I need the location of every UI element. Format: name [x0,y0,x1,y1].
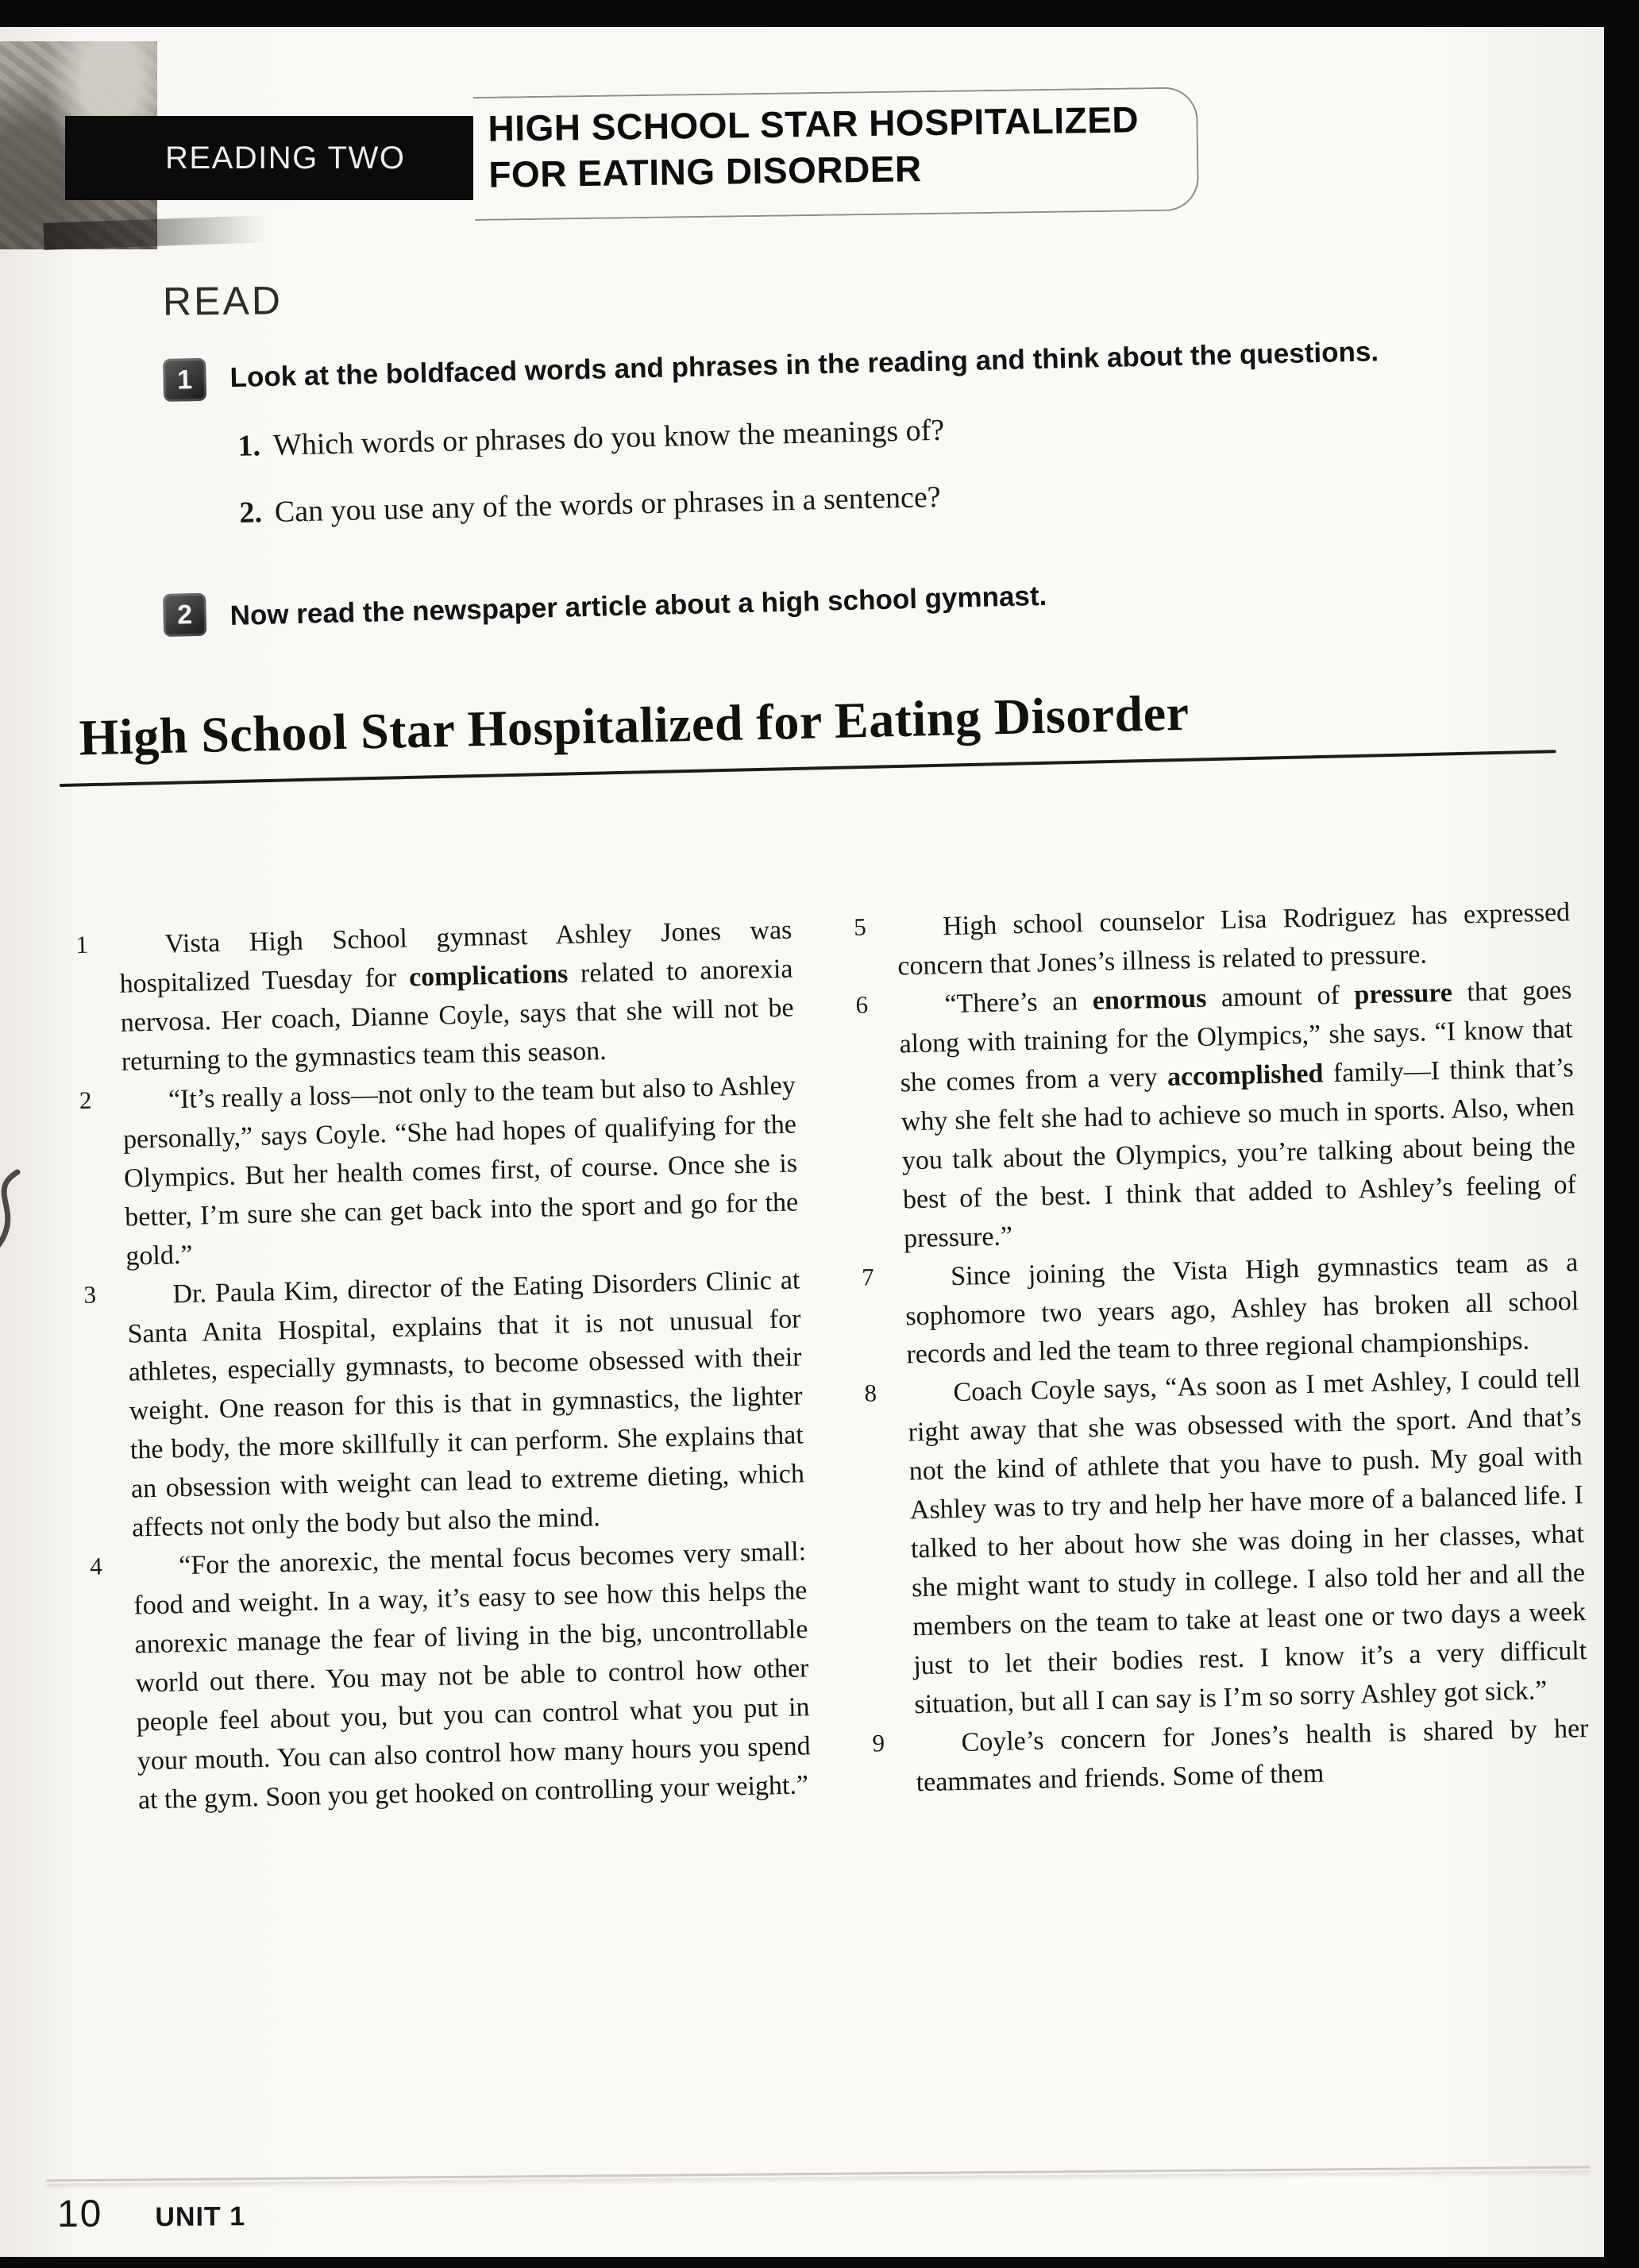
exercise-2-body [229,576,1047,632]
article-paragraph [872,1710,1590,1803]
article-paragraph [75,912,795,1082]
footer-separator [46,2166,1590,2184]
banner-title-line-1: HIGH SCHOOL STAR HOSPITALIZED [488,98,1140,149]
article-paragraph [861,1244,1580,1375]
article-column-left [75,912,812,1822]
paragraph-number: 2 [79,1086,92,1114]
banner-title [473,87,1199,221]
question-1-number: 1. [237,429,261,463]
paragraph-text: “It’s really a loss—not only to the team but also to Ashley personally,” says Coyle. “She had hopes of qualifying for the Olympics. But her health comes first, of course. Once she is better, I’m sure she can get back into the sport and go for the gold.” [122,1070,799,1271]
reading-label: READING TWO [165,140,406,176]
exercise-1-instruction: Look at the boldfaced words and phrases in the reading and think about the questions. [229,336,1379,394]
paragraph-text: Dr. Paula Kim, director of the Eating Disorders Clinic at Santa Anita Hospital, explains that it is not unusual for athletes, especially gymnasts, to become obsessed with their weight. One reason for this is that in gymnastics, the lighter the body, the more skillfully it can perform. She explains that an obsession with weight can lead to extreme dieting, which affects not only the body but also the mind. [127,1264,805,1543]
question-item-1 [237,403,1380,464]
exercise-1 [163,330,1469,532]
paragraph-text: Vista High School gymnast Ashley Jones was hospitalized Tuesday for complications related to anorexia nervosa. Her coach, Dianne Coyle, says that she will not be returning to the gymnastics team this season. [119,915,794,1077]
article-paragraph [89,1533,812,1821]
question-2-text: Can you use any of the words or phrases in a sentence? [274,480,942,529]
article-title: High School Star Hospitalized for Eating Disorder [78,684,1190,766]
paragraph-text: Coach Coyle says, “As soon as I met Ashley, I could tell right away that she was obsessed with the sport. And that’s not the kind of athlete that you have to push. My goal with Ashley was to try and help her have more of a balanced life. I talked to her about how she was doing in her classes, what she might want to study in college. I also told her and all the members on the team to take at least one or two days a week just to let their bodies rest. I know it’s a very difficult situation, but all I can say is I’m so sorry Ashley got sick.” [908,1364,1587,1720]
unit-label: UNIT 1 [155,2201,246,2232]
scan-artifact-squiggle [0,1167,27,1255]
paragraph-text: “For the anorexic, the mental focus becomes very small: food and weight. In a way, it’s easy to see how this helps the anorexic manage the fear of living in the big, uncontrollable world out there. You may not be able to control how other people feel about you, but you can control what you put in your mouth. You can also control how many hours you spend at the gym. Soon you get hooked on controlling your weight.” [133,1537,812,1815]
paragraph-number: 3 [83,1280,97,1309]
paragraph-text: “There’s an enormous amount of pressure that goes along with training for the Olympics,” she says. “I know that she comes from a very accomplished family—I think that’s why she felt she had to achieve so much in sports. Also, when you talk about the Olympics, you’re talking about being the best of the best. I think that added to Ashley’s feeling of pressure.” [899,975,1577,1254]
article-column-right [854,893,1590,1803]
page-footer [57,2191,245,2236]
read-heading: READ [162,278,283,324]
article-paragraph [853,893,1572,986]
article-headline-block [58,675,1568,787]
article-paragraph [79,1066,799,1276]
paragraph-number: 5 [853,912,867,941]
paragraph-text: High school counselor Lisa Rodriguez has expressed concern that Jones’s illness is related to pressure. [897,897,1571,982]
scan-edge-top [0,0,1639,27]
article-columns [75,893,1590,1821]
paragraph-text: Since joining the Vista High gymnastics team as a sophomore two years ago, Ashley has broken all school records and led the team to three regional championships. [904,1247,1579,1370]
scan-edge-bottom [0,2257,1639,2268]
exercise-2-badge: 2 [163,593,206,637]
scan-edge-right [1604,19,1639,2268]
exercise-1-badge: 1 [163,358,206,402]
article-paragraph [83,1261,806,1549]
question-2-number: 2. [238,496,263,530]
paragraph-number: 4 [89,1552,103,1581]
article-paragraph [864,1360,1588,1726]
paragraph-number: 7 [861,1262,875,1291]
exercise-1-body [229,331,1382,530]
question-1-text: Which words or phrases do you know the meanings of? [272,413,945,462]
paragraph-text: Coyle’s concern for Jones’s health is shared by her teammates and friends. Some of them [916,1714,1589,1798]
page-number: 10 [56,2193,103,2235]
exercise-2 [163,562,1466,637]
exercise-2-instruction: Now read the newspaper article about a high school gymnast. [229,580,1047,631]
reading-banner [65,116,473,200]
article-paragraph [855,971,1578,1259]
question-item-2 [239,469,1382,530]
paragraph-number: 8 [864,1379,877,1408]
paragraph-number: 1 [75,930,89,958]
paragraph-number: 9 [872,1729,885,1757]
exercise-1-questions [231,403,1382,530]
banner-title-line-2: FOR EATING DISORDER [488,147,922,195]
paragraph-number: 6 [855,990,869,1019]
